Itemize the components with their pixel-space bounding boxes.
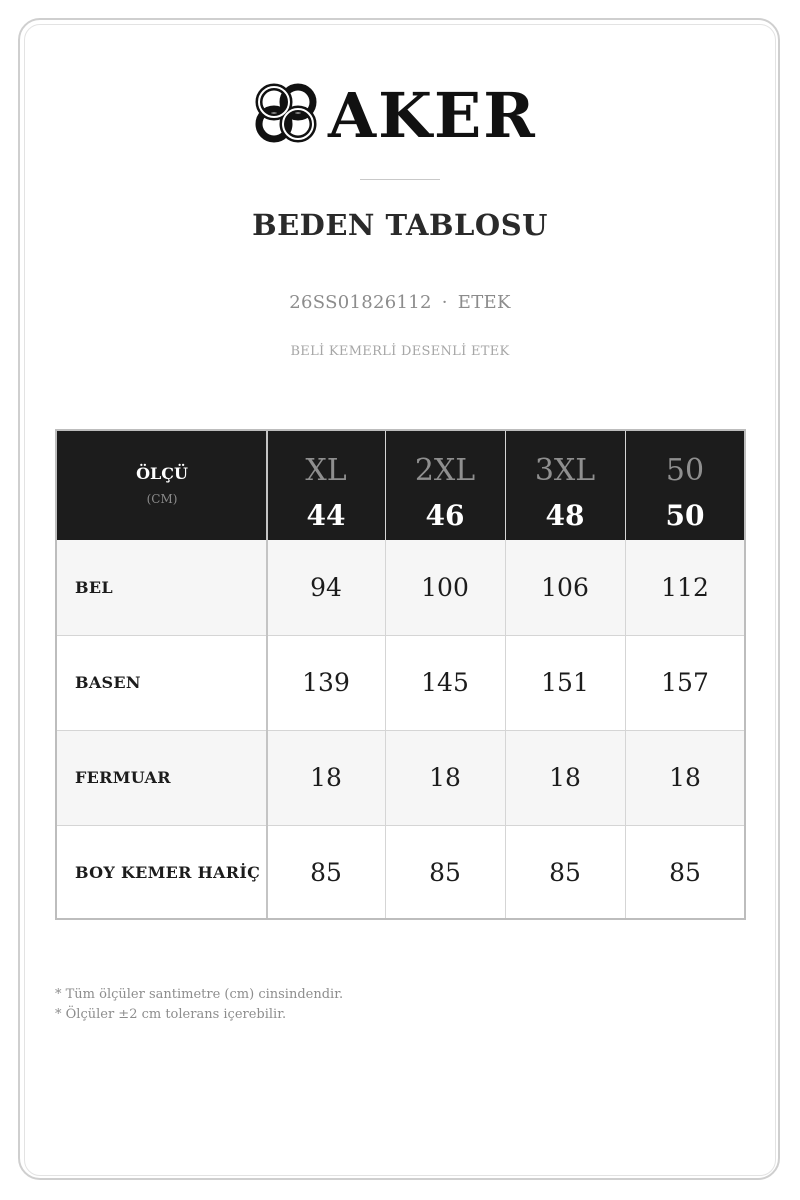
row-label: BOY KEMER HARİÇ xyxy=(75,863,261,882)
product-category: ETEK xyxy=(457,292,511,313)
size-column-header xyxy=(506,431,624,540)
column-divider xyxy=(505,431,506,918)
footnote: * Ölçüler ±2 cm tolerans içerebilir. xyxy=(55,1007,287,1022)
product-meta xyxy=(0,292,800,313)
table-cell: 85 xyxy=(310,858,342,887)
size-number: 46 xyxy=(425,499,465,532)
size-letter: 3XL xyxy=(534,453,596,488)
table-cell: 112 xyxy=(661,573,709,602)
row-divider xyxy=(57,825,744,826)
row-divider xyxy=(57,635,744,636)
table-row xyxy=(57,540,744,635)
size-letter: XL xyxy=(305,453,347,488)
table-header xyxy=(57,431,744,540)
size-number: 44 xyxy=(306,499,346,532)
column-divider xyxy=(385,431,386,918)
header-label: ÖLÇÜ xyxy=(136,464,188,483)
brand-name: AKER xyxy=(328,79,537,152)
size-column-header xyxy=(626,431,744,540)
size-table xyxy=(55,429,746,920)
row-divider xyxy=(57,730,744,731)
table-cell: 100 xyxy=(421,573,469,602)
table-cell: 85 xyxy=(549,858,581,887)
table-cell: 18 xyxy=(549,763,581,792)
header-unit: (CM) xyxy=(146,492,178,506)
table-cell: 157 xyxy=(661,668,709,697)
page-title: BEDEN TABLOSU xyxy=(252,208,548,242)
column-divider xyxy=(266,431,268,918)
product-name: BELİ KEMERLİ DESENLİ ETEK xyxy=(290,344,510,359)
column-divider xyxy=(625,431,626,918)
title-divider xyxy=(360,179,440,180)
table-cell: 151 xyxy=(541,668,589,697)
table-row xyxy=(57,635,744,730)
table-cell: 18 xyxy=(669,763,701,792)
row-label: BASEN xyxy=(75,673,141,692)
knot-emblem-icon xyxy=(252,78,320,148)
table-cell: 18 xyxy=(429,763,461,792)
table-cell: 85 xyxy=(669,858,701,887)
footnotes xyxy=(55,985,343,1025)
table-cell: 85 xyxy=(429,858,461,887)
size-number: 50 xyxy=(665,499,705,532)
table-cell: 106 xyxy=(541,573,589,602)
size-number: 48 xyxy=(545,499,585,532)
header-label-cell xyxy=(57,431,267,540)
product-code: 26SS01826112 xyxy=(289,292,432,313)
size-letter: 2XL xyxy=(414,453,476,488)
size-column-header xyxy=(267,431,385,540)
size-column-header xyxy=(386,431,504,540)
row-label: BEL xyxy=(75,578,113,597)
table-cell: 18 xyxy=(310,763,342,792)
table-cell: 139 xyxy=(302,668,350,697)
row-label: FERMUAR xyxy=(75,768,171,787)
table-row xyxy=(57,730,744,825)
table-cell: 94 xyxy=(310,573,342,602)
table-row xyxy=(57,825,744,918)
size-letter: 50 xyxy=(665,453,705,488)
brand-logo xyxy=(252,78,552,150)
meta-separator: · xyxy=(441,292,448,313)
table-cell: 145 xyxy=(421,668,469,697)
footnote: * Tüm ölçüler santimetre (cm) cinsindendir. xyxy=(55,987,344,1002)
